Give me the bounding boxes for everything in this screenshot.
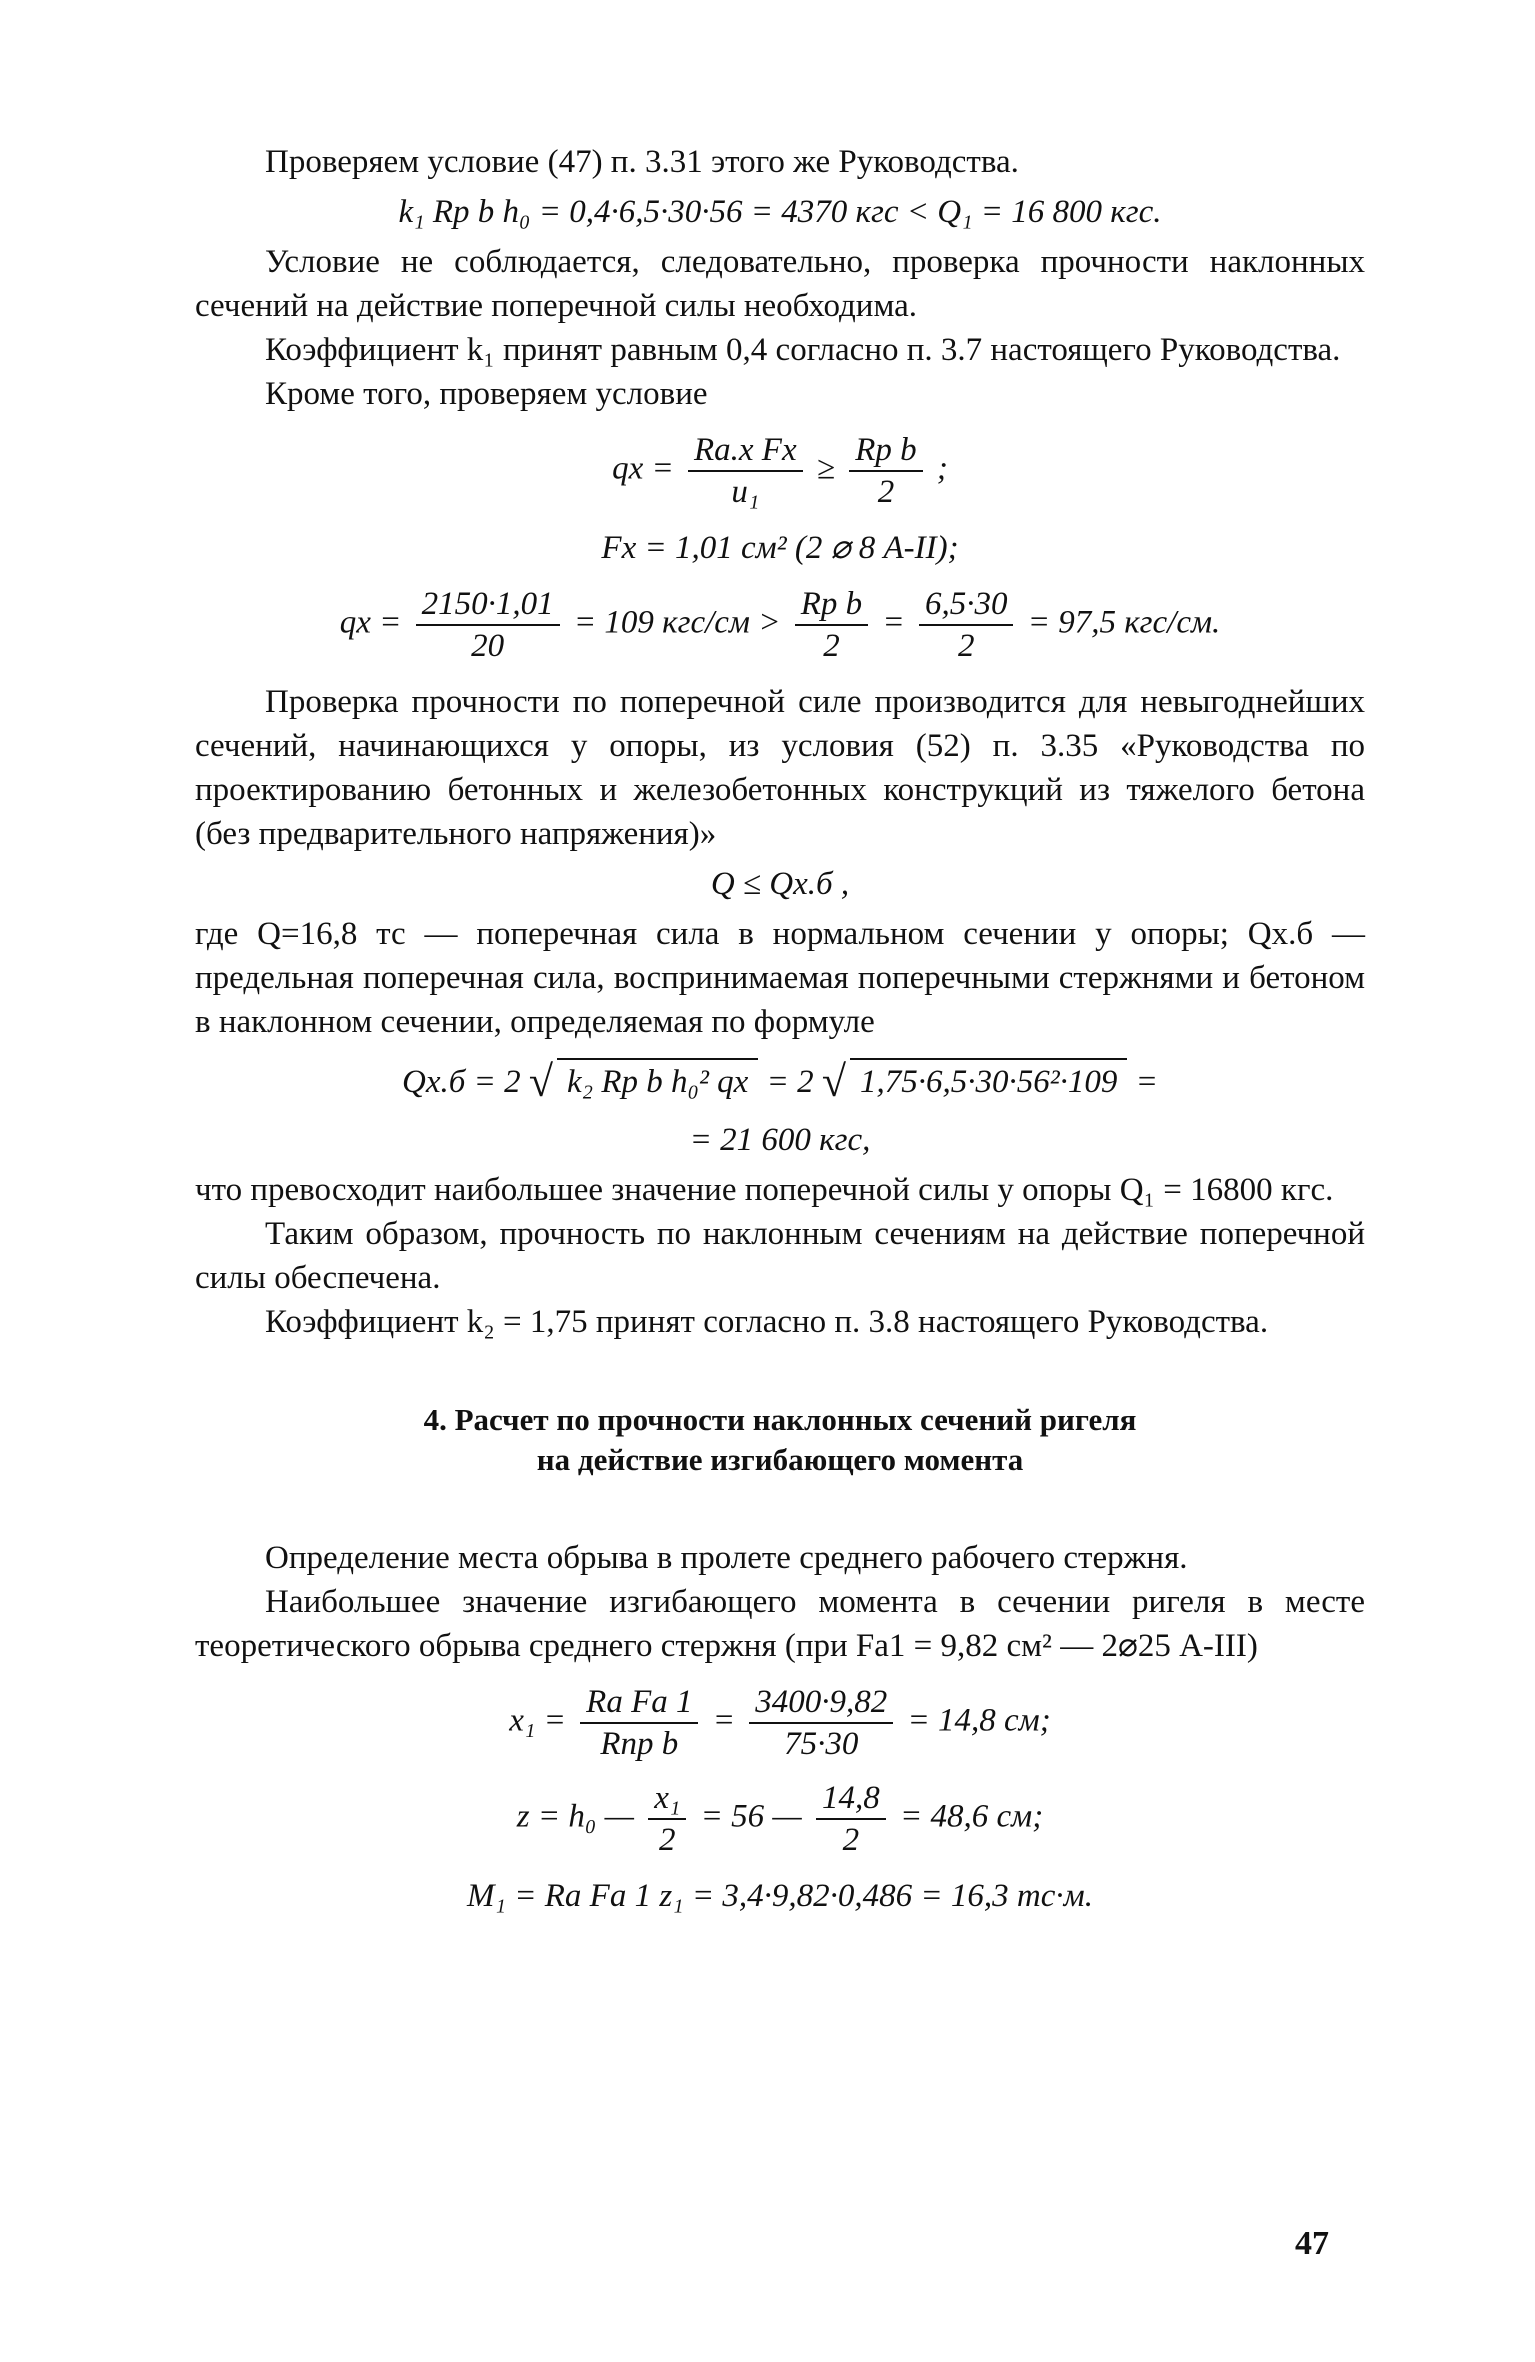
paragraph: Наибольшее значение изгибающего момента в сечении ригеля в месте теоретического обрыва среднего стержня (при Fa1 = 9,82 см² — 2⌀25 А-III) [195,1584,1365,1664]
formula-qx-value: qx = $\frac{2150\cdot 1,01}{20}$ = 109 кгс/см > $\frac{\text{Rp b}}{2}$ = $\frac{6,5\cdot 30}{2}$ = 97,5 кгс/см. [339,586,1221,664]
page-number: 47 [1295,2225,1329,2262]
fraction: $\frac{\text{Rp b}}{2}$ [795,584,868,666]
formula: M₁ = Ra Fa 1 z₁ = 3,4·9,82·0,486 = 16,3 тс·м. [467,1878,1093,1914]
paragraph: Таким образом, прочность по наклонным сечениям на действие поперечной силы обеспечена. [195,1216,1365,1296]
sqrt-icon: √ [528,1057,554,1106]
fraction: $\frac{2150\cdot 1,01}{20}$ [416,584,560,666]
paragraph: Коэффициент k₁ принят равным 0,4 согласно п. 3.7 настоящего Руководства. [265,332,1341,368]
paragraph: что превосходит наибольшее значение поперечной силы у опоры Q₁ = 16800 кгс. [195,1172,1334,1208]
paragraph: Кроме того, проверяем условие [265,376,708,412]
fraction: $\frac{3400\cdot 9,82}{75\cdot 30}$ [749,1682,893,1764]
formula: Fx = 1,01 см² (2 ⌀ 8 А-II); [601,530,959,566]
fraction: $\frac{6,5\cdot 30}{2}$ [919,584,1014,666]
fraction: $\frac{\text{Rp b}}{2}$ [849,430,922,512]
sqrt-icon: √ [821,1057,847,1106]
paragraph: Условие не соблюдается, следовательно, проверка прочности наклонных сечений на действие поперечной силы необходима. [195,244,1365,324]
section-heading: 4. Расчет по прочности наклонных сечений ригеля на действие изгибающего момента [423,1402,1137,1477]
paragraph: где Q=16,8 тс — поперечная сила в нормальном сечении у опоры; Qx.б — предельная поперечная сила, воспринимаемая поперечными стержнями и бетоном в наклонном сечении, определяемая по формуле [195,916,1365,1040]
fraction: $\frac{\text{Ra.x Fx}}{\text{u₁}}$ [688,430,803,512]
fraction: $\frac{\text{Ra Fa 1}}{\text{Rпр b}}$ [580,1682,698,1764]
document-page [195,140,1365,1924]
paragraph: Проверка прочности по поперечной силе производится для невыгоднейших сечений, начинающихся у опоры, из условия (52) п. 3.35 «Руководства по проектированию бетонных и железобетонных конструкций из тяжелого бетона (без предварительного напряжения)» [195,684,1365,852]
fraction: $\frac{14,8}{2}$ [816,1778,886,1860]
formula: Q ≤ Qx.б , [710,866,850,902]
formula-qxb: Qx.б = 2 √ k₂ Rp b h₀² qx = 2 √ 1,75·6,5·30·56²·109 = [402,1057,1158,1106]
formula-qx-condition: qx = $\frac{\text{Ra.x Fx}}{\text{u₁}}$ ≥ $\frac{\text{Rp b}}{2}$ ; [612,432,948,510]
formula-z: z = h₀ — $\frac{\text{x₁}}{2}$ = 56 — $\frac{14,8}{2}$ = 48,6 см; [516,1780,1044,1858]
fraction: $\frac{\text{x₁}}{2}$ [648,1778,686,1860]
paragraph: Проверяем условие (47) п. 3.31 этого же Руководства. [265,144,1019,180]
paragraph: Коэффициент k₂ = 1,75 принят согласно п. 3.8 настоящего Руководства. [265,1304,1269,1340]
formula-x1: x₁ = $\frac{\text{Ra Fa 1}}{\text{Rпр b}}$ = $\frac{3400\cdot 9,82}{75\cdot 30}$ = 14,8 см; [509,1684,1051,1762]
formula: = 21 600 кгс, [689,1122,871,1158]
paragraph: Определение места обрыва в пролете среднего рабочего стержня. [265,1540,1188,1576]
formula: k₁ Rp b h₀ = 0,4·6,5·30·56 = 4370 кгс < Q₁ = 16 800 кгс. [398,194,1162,230]
